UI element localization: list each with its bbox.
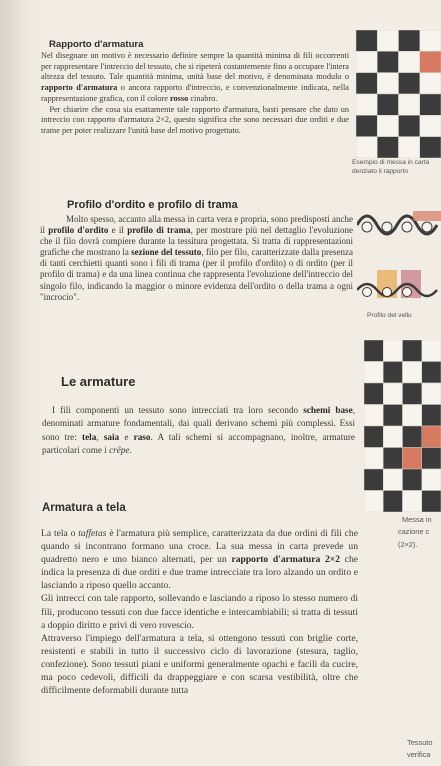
tela-heading: Armatura a tela — [42, 502, 126, 514]
grid-cell — [403, 383, 422, 405]
grid-cell — [377, 94, 398, 115]
profilo-trama-figure — [357, 268, 441, 308]
grid-cell — [383, 448, 402, 470]
grid-cell — [420, 73, 441, 94]
grid-cell — [422, 491, 441, 513]
tela-caption-3: (2×2). — [398, 540, 418, 549]
grid-cell — [377, 73, 398, 94]
grid-cell — [422, 469, 441, 491]
grid-cell — [420, 94, 441, 115]
grid-cell — [383, 491, 402, 513]
tela-caption-2: cazione c — [398, 527, 430, 536]
grid-cell — [364, 469, 383, 491]
grid-cell — [422, 405, 441, 427]
grid-cell — [422, 383, 441, 405]
grid-cell — [403, 469, 422, 491]
grid-cell — [356, 51, 377, 72]
grid-cell — [422, 362, 441, 384]
grid-cell — [377, 137, 398, 158]
grid-cell — [364, 362, 383, 384]
grid-cell — [403, 340, 422, 362]
page-edge — [0, 0, 40, 766]
armature-heading: Le armature — [61, 374, 136, 389]
grid-cell — [403, 448, 422, 470]
grid-cell — [399, 73, 420, 94]
grid-cell — [383, 469, 402, 491]
tela-text: La tela o taffetas è l'armatura più semplice, caratterizzata da due ordini di fili che quando si incontrano formano una croce. La sua messa in carta prevede un quadretto nero e uno bianco alternati, per un rapporto d'armatura 2×2 che indica la presenza di due orditi e due trame intrecciate tra loro alzando un ordito e lasciando a riposo quello accanto. Gli intrecci con tale rapporto, sollevando e lasciando a riposo lo stesso numero di fili, producono tessuti con due facce identiche e intercambiabili; si tratta di tessuti a doppio diritto e privi di vero rovescio. Attraverso l'impiego dell'armatura a tela, si ottengono tessuti con briglie corte, resistenti e stabili in tutto il successivo ciclo di lavorazione (stesura, taglio, confezione). Sono tessuti piani e uniformi generalmente opachi e facili da cucire, ma poco cedevoli, difficili da drappeggiare e con scarsa vestibilità, oltre che difficilmente deformabili durante tutta — [41, 528, 359, 697]
tela-grid — [364, 340, 441, 512]
grid-cell — [403, 426, 422, 448]
grid-cell — [364, 491, 383, 513]
messa-in-carta-grid — [356, 30, 441, 158]
grid-cell — [356, 73, 377, 94]
rapporto-heading: Rapporto d'armatura — [49, 39, 144, 50]
grid-cell — [377, 115, 398, 136]
grid-cell — [403, 362, 422, 384]
grid-cell — [399, 115, 420, 136]
tessuto-caption-1: Tessuto — [407, 738, 433, 747]
grid-cell — [364, 340, 383, 362]
grid-cell — [420, 137, 441, 158]
grid-cell — [420, 30, 441, 51]
grid-cell — [377, 30, 398, 51]
grid-cell — [422, 426, 441, 448]
grid-cell — [356, 94, 377, 115]
grid-cell — [364, 448, 383, 470]
grid-cell — [399, 30, 420, 51]
grid-cell — [403, 405, 422, 427]
grid-cell — [422, 448, 441, 470]
grid-cell — [403, 491, 422, 513]
grid-cell — [383, 405, 402, 427]
tessuto-caption-2: verifica — [407, 750, 431, 759]
grid-cells — [364, 340, 441, 512]
grid-cell — [356, 137, 377, 158]
rapporto-caption: Esempio di messa in carta denziato il rapporto — [352, 159, 430, 175]
grid-cell — [364, 383, 383, 405]
rapporto-text: Nel disegnare un motivo è necessario definire sempre la quantità minima di fili occorrenti per rappresentare l'intreccio del tessuto, che si ripeterà costantemente fino a occupare l'intera altezza del tessuto. Tale quantità minima, unità base del motivo, è denominata modulo o rapporto d'armatura o ancora rapporto d'intreccio, e convenzionalmente indicata, nella rappresentazione grafica, con il colore rosso cinabro. Per chiarire che cosa sia esattamente tale rapporto d'armatura, basti pensare che dato un intreccio con rapporto d'armatura 2×2, questo significa che sono necessari due orditi e due trame per poter realizzare l'unità base del motivo progettato. — [41, 51, 349, 135]
grid-cell — [399, 137, 420, 158]
grid-cell — [420, 115, 441, 136]
grid-cell — [383, 340, 402, 362]
grid-cell — [377, 51, 398, 72]
profilo-text: Molto spesso, accanto alla messa in carta vera e propria, sono predisposti anche il profilo d'ordito e il profilo di trama, per mostrare più nel dettaglio l'evoluzione che il filo dovrà compiere durante la tessitura progettata. Si tratta di rappresentazioni grafiche che mostrano la sezione del tessuto, filo per filo, caratterizzate dalla presenza di tanti cerchietti quanti sono i fili di trama (per il profilo d'ordito) o di ordito (per il profilo di trama) e da una linea continua che rappresenta l'evoluzione dell'intreccio del singolo filo, indicando la maggior o minore evidenza dell'ordito o della trama a ogni "incrocio". — [40, 214, 353, 302]
grid-cell — [383, 362, 402, 384]
grid-cell — [399, 94, 420, 115]
grid-cell — [420, 51, 441, 72]
grid-cell — [422, 340, 441, 362]
tela-caption-1: Messa in — [402, 515, 432, 524]
grid-cells — [356, 30, 441, 158]
grid-cell — [383, 426, 402, 448]
armature-text: I fili componenti un tessuto sono intrecciati tra loro secondo schemi base, denominati armature fondamentali, dai quali derivano schemi più complessi. Essi sono tre: tela, saia e raso. A tali schemi si accompagnano, inoltre, armature particolari come i crêpe. — [42, 405, 356, 455]
grid-cell — [399, 51, 420, 72]
grid-cell — [356, 115, 377, 136]
profilo-ordito-figure — [357, 203, 441, 241]
profilo-heading: Profilo d'ordito e profilo di trama — [67, 199, 238, 211]
profilo-caption: Profilo del vellu — [367, 312, 412, 319]
grid-cell — [356, 30, 377, 51]
grid-cell — [364, 426, 383, 448]
grid-cell — [364, 405, 383, 427]
grid-cell — [383, 383, 402, 405]
